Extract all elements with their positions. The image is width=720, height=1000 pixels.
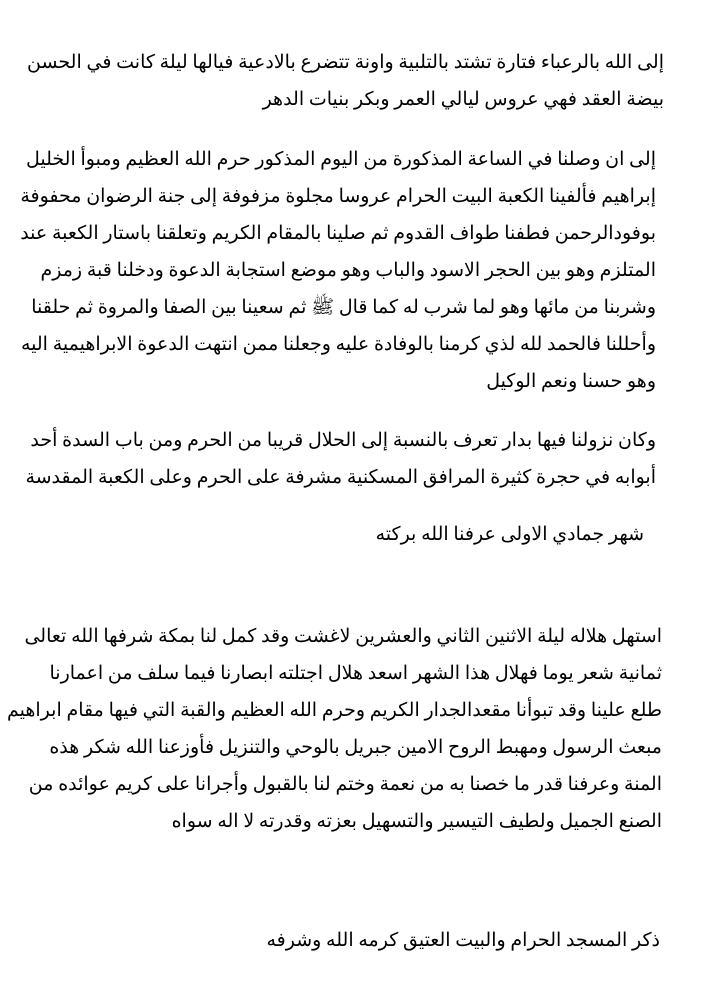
paragraph-arrival-night <box>26 44 664 118</box>
text-line: المتلزم وهو بين الحجر الاسود والباب وهو موضع استجابة الدعوة ودخلنا قبة زمزم <box>40 260 656 281</box>
text-line: ثمانية شعر يوما فهلال هذا الشهر اسعد هلال اجتلته ابصارنا فيما سلف من اعمارنا <box>49 663 662 684</box>
text-line: طلع علينا وقد تبوأنا مقعدالجدار الكريم وحرم الله العظيم والقبة التي فيها مقام ابراهيم <box>7 700 662 721</box>
paragraph-reaching-haram <box>20 141 656 400</box>
text-line: إلى الله بالرعباء فتارة تشتد بالتلبية واونة تتضرع بالادعية فيالها ليلة كانت في الحسن <box>26 52 664 73</box>
paragraph-lodging <box>25 422 656 496</box>
text-line: بيضة العقد فهي عروس ليالي العمر وبكر بنيات الدهر <box>262 89 664 110</box>
text-line: بوفودالرحمن فطفنا طواف القدوم ثم صلينا بالمقام الكريم وتعلقنا باستار الكعبة عند <box>20 223 656 244</box>
text-line: وشربنا من مائها وهو لما شرب له كما قال ﷺ ثم سعينا بين الصفا والمروة ثم حلقنا <box>31 297 656 318</box>
text-line: مبعث الرسول ومهبط الروح الامين جبريل بالوحي والتنزيل فأوزعنا الله شكر هذه <box>49 737 662 758</box>
paragraph-new-moon <box>7 618 662 840</box>
text-line: إلى ان وصلنا في الساعة المذكورة من اليوم المذكور حرم الله العظيم ومبوأ الخليل <box>25 149 656 170</box>
text-line: الصنع الجميل ولطيف التيسير والتسهيل بعزته وقدرته لا اله سواه <box>171 811 662 832</box>
text-line: إبراهيم فألفينا الكعبة البيت الحرام عروسا مجلوة مزفوفة إلى جنة الرضوان محفوفة <box>20 186 656 207</box>
text-line: وكان نزولنا فيها بدار تعرف بالنسبة إلى الحلال قريبا من الحرم ومن باب السدة أحد <box>30 430 656 451</box>
section-heading-jumada: شهر جمادي الاولى عرفنا الله بركته <box>375 524 644 545</box>
section-heading-masjid: ذكر المسجد الحرام والبيت العتيق كرمه الله وشرفه <box>266 930 660 951</box>
text-line: أبوابه في حجرة كثيرة المرافق المسكنية مشرفة على الحرم وعلى الكعبة المقدسة <box>25 467 656 488</box>
text-line: وأحللنا فالحمد لله لذي كرمنا بالوفادة عليه وجعلنا ممن انتهت الدعوة الابراهيمية اليه <box>20 334 656 355</box>
text-line: المنة وعرفنا قدر ما خصنا به من نعمة وختم لنا بالقبول وأجرانا على كريم عوائده من <box>28 774 662 795</box>
text-line: وهو حسنا ونعم الوكيل <box>486 371 656 392</box>
text-line: استهل هلاله ليلة الاثنين الثاني والعشرين لاغشت وقد كمل لنا بمكة شرفها الله تعالى <box>24 626 662 647</box>
